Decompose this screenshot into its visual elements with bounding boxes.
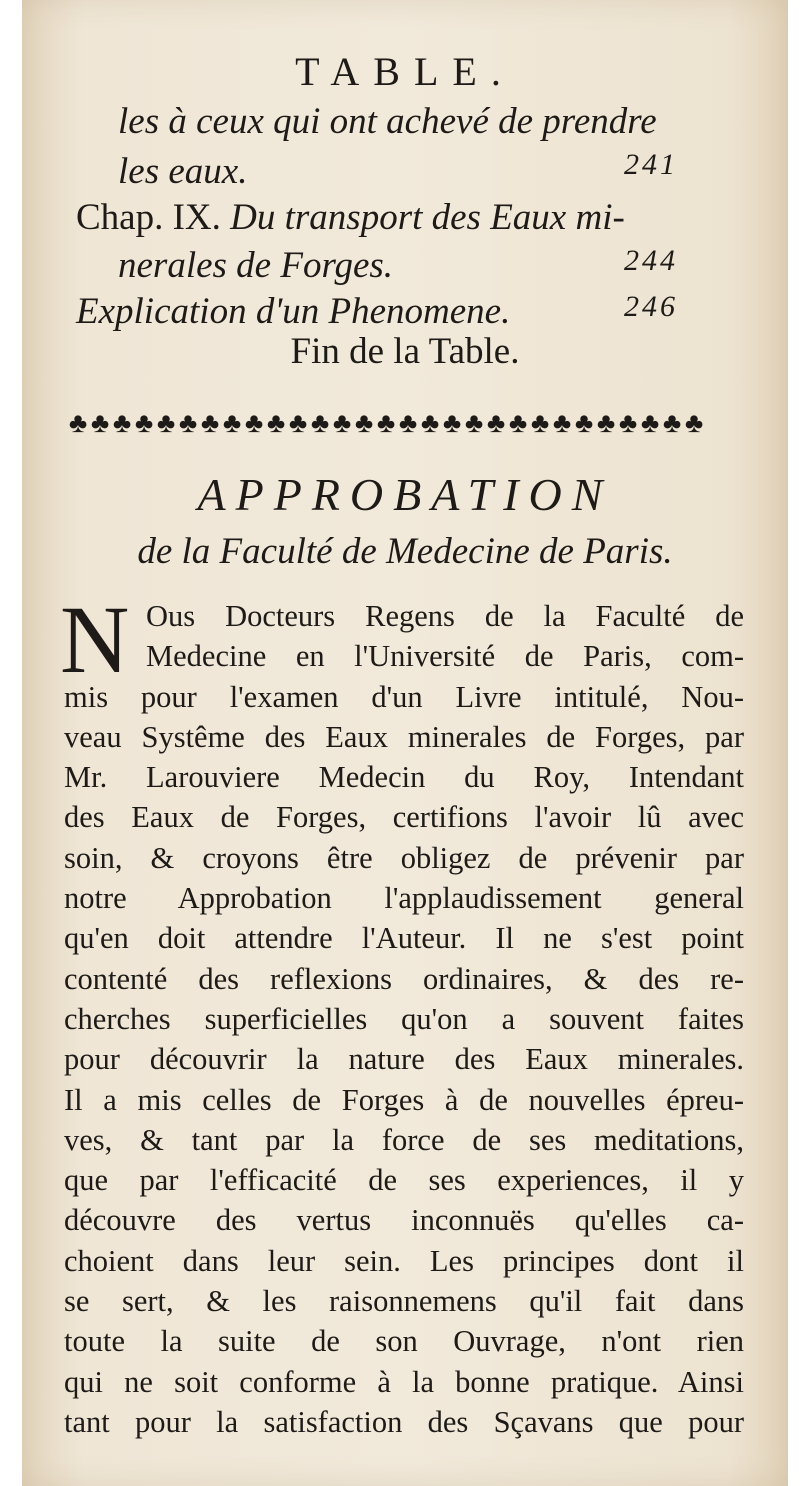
fleuron-icon: ♣ [684,408,702,439]
fleuron-icon: ♣ [662,408,680,439]
fleuron-icon: ♣ [310,408,328,439]
toc-line-1: les à ceux qui ont achevé de prendre [118,101,657,142]
body-line-10: contenté des reflexions ordinaires, & des re- [64,961,744,996]
fleuron-icon: ♣ [200,408,218,439]
toc-chapter-line [76,196,625,239]
book-page [22,0,788,1486]
body-line-8: notre Approbation l'applaudissement general [64,881,744,916]
body-line-20: qui ne soit conforme à la bonne pratique. Ainsi [64,1364,744,1399]
body-line-19: toute la suite de son Ouvrage, n'ont rien [64,1324,744,1359]
fleuron-icon: ♣ [442,408,460,439]
fleuron-icon: ♣ [486,408,504,439]
body-line-3: mis pour l'examen d'un Livre intitulé, Nou- [64,679,744,714]
chapter-label: Chap. IX. [76,197,221,238]
fleuron-icon: ♣ [156,408,174,439]
body-line-9: qu'en doit attendre l'Auteur. Il ne s'est point [64,921,744,956]
body-line-1: Ous Docteurs Regens de la Faculté de [146,599,744,633]
fleuron-icon: ♣ [178,408,196,439]
toc-line-2: les eaux. [118,151,248,192]
body-line-12: pour découvrir la nature des Eaux minerales. [64,1042,744,1077]
fleuron-icon: ♣ [112,408,130,439]
toc-page-241: 241 [624,148,678,181]
fleuron-icon: ♣ [332,408,350,439]
approbation-body [64,596,744,1442]
toc-explication: Explication d'un Phenomene. [76,291,511,332]
fleuron-icon: ♣ [618,408,636,439]
body-line-2: Medecine en l'Université de Paris, com- [146,639,744,674]
fleuron-icon: ♣ [640,408,658,439]
toc-chapter-line-2: nerales de Forges. [118,245,394,286]
body-line-14: ves, & tant par la force de ses meditations, [64,1122,744,1157]
toc-page-244: 244 [624,244,678,277]
fleuron-icon: ♣ [398,408,416,439]
fleuron-icon: ♣ [222,408,240,439]
body-line-13: Il a mis celles de Forges à de nouvelles épreu- [64,1082,744,1117]
fleuron-icon: ♣ [530,408,548,439]
body-line-4: veau Systême des Eaux minerales de Forges, par [64,719,744,754]
fleuron-icon: ♣ [266,408,284,439]
end-of-table: Fin de la Table. [290,331,520,372]
body-line-5: Mr. Larouviere Medecin du Roy, Intendant [64,760,744,795]
body-line-15: que par l'efficacité de ses experiences, il y [64,1163,744,1198]
fleuron-icon: ♣ [244,408,262,439]
fleuron-icon: ♣ [288,408,306,439]
chapter-title: Du transport des Eaux mi- [230,197,625,238]
fleuron-icon: ♣ [68,408,86,439]
body-line-21: tant pour la satisfaction des Sçavans que pour [64,1404,744,1439]
approbation-subtitle: de la Faculté de Medecine de Paris. [137,531,673,572]
ornament-band [66,408,706,448]
body-line-6: des Eaux de Forges, certifions l'avoir lû avec [64,800,744,835]
fleuron-icon: ♣ [596,408,614,439]
fleuron-icon: ♣ [376,408,394,439]
fleuron-icon: ♣ [420,408,438,439]
body-line-16: découvre des vertus inconnuës qu'elles ca- [64,1203,744,1238]
fleuron-icon: ♣ [354,408,372,439]
toc-page-246: 246 [624,290,678,323]
body-line-7: soin, & croyons être obligez de prévenir par [64,840,744,875]
fleuron-icon: ♣ [464,408,482,439]
fleuron-icon: ♣ [134,408,152,439]
fleuron-icon: ♣ [508,408,526,439]
running-head: TABLE. [295,49,515,94]
drop-cap: N [60,586,130,693]
approbation-title: APPROBATION [197,469,613,520]
fleuron-icon: ♣ [574,408,592,439]
fleuron-icon: ♣ [90,408,108,439]
fleuron-icon: ♣ [552,408,570,439]
body-line-18: se sert, & les raisonnemens qu'il fait dans [64,1284,744,1319]
body-line-11: cherches superficielles qu'on a souvent faites [64,1001,744,1036]
body-line-17: choient dans leur sein. Les principes dont il [64,1243,744,1278]
